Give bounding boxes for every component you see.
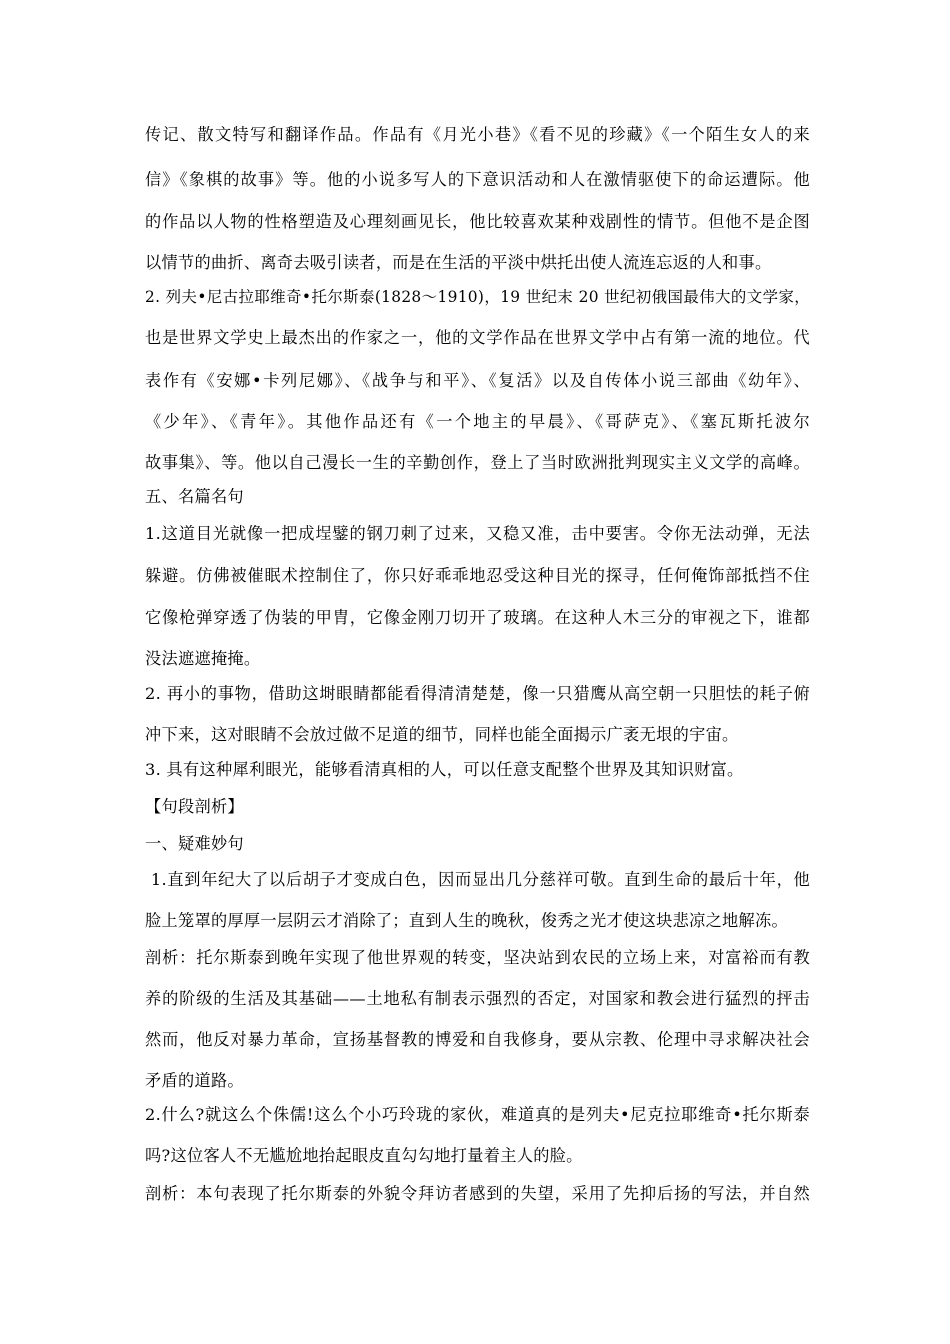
text-line: 躲避。仿佛被催眠术控制住了，你只好乖乖地忍受这种目光的探寻，任何俺饰部抵挡不住 (145, 566, 810, 585)
text-line: 信》《象棋的故事》等。他的小说多写人的下意识活动和人在激情驱使下的命运遭际。他 (145, 170, 810, 189)
text-line: 传记、散文特写和翻译作品。作品有《月光小巷》《看不见的珍藏》《一个陌生女人的来 (145, 125, 810, 144)
text-line: 剖析：托尔斯泰到晚年实现了他世界观的转变，坚决站到农民的立场上来，对富裕而有教 (145, 948, 810, 967)
text-line: 《少年》、《青年》。其他作品还有《一个地主的早晨》、《哥萨克》、《塞瓦斯托波尔 (145, 412, 810, 431)
text-line: 养的阶级的生活及其基础——土地私有制表示强烈的否定，对国家和教会进行猛烈的抨击 (145, 989, 810, 1008)
text-line: 的作品以人物的性格塑造及心理刻画见长，他比较喜欢某种戏剧性的情节。但他不是企图 (145, 212, 810, 231)
text-line: 以情节的曲折、离奇去吸引读者，而是在生活的平淡中烘托出使人流连忘返的人和事。 (145, 253, 772, 272)
text-line: 故事集》、等。他以自己漫长一生的辛勤创作，登上了当时欧洲批判现实主义文学的高峰。 (145, 453, 810, 472)
text-line: 表作有《安娜•卡列尼娜》、《战争与和平》、《复活》以及自传体小说三部曲《幼年》、 (145, 371, 810, 390)
text-line: 2.什么?就这么个侏儒!这么个小巧玲珑的家伙，难道真的是列夫•尼克拉耶维奇•托尔斯泰 (145, 1105, 810, 1124)
section-heading: 五、名篇名句 (145, 487, 244, 506)
text-line: 剖析：本句表现了托尔斯泰的外貌令拜访者感到的失望，采用了先抑后扬的写法，并自然 (145, 1184, 810, 1203)
text-line: 3. 具有这种犀利眼光，能够看清真相的人，可以任意支配整个世界及其知识财富。 (145, 760, 744, 779)
text-line: 脸上笼罩的厚厚一层阴云才消除了；直到人生的晚秋，俊秀之光才使这块悲凉之地解冻。 (145, 911, 789, 930)
text-line: 冲下来，这对眼睛不会放过做不足道的细节，同样也能全面揭示广袤无垠的宇宙。 (145, 725, 739, 744)
text-line: 它像枪弹穿透了伪装的甲胄，它像金刚刀切开了玻璃。在这种人木三分的审视之下，谁都 (145, 608, 810, 627)
text-line: 1.直到年纪大了以后胡子才变成白色，因而显出几分慈祥可敬。直到生命的最后十年，他 (145, 870, 810, 889)
text-line: 吗?这位客人不无尴尬地抬起眼皮直勾勾地打量着主人的脸。 (145, 1146, 583, 1165)
section-heading: 一、疑难妙句 (145, 834, 244, 853)
section-heading: 【句段剖析】 (145, 797, 244, 816)
text-line: 也是世界文学史上最杰出的作家之一，他的文学作品在世界文学中占有第一流的地位。代 (145, 328, 810, 347)
text-line: 1.这道目光就像一把成埕鐾的钢刀刺了过来，又稳又准，击中要害。令你无法动弹，无法 (145, 524, 810, 543)
text-line: 矛盾的道路。 (145, 1071, 244, 1090)
text-line: 然而，他反对暴力革命，宣扬基督教的博爱和自我修身，要从宗教、伦理中寻求解决社会 (145, 1030, 810, 1049)
text-line: 没法遮遮掩掩。 (145, 649, 261, 668)
text-line: 2. 再小的事物，借助这埘眼睛都能看得清清楚楚，像一只猎鹰从高空朝一只胆怯的耗子俯 (145, 684, 810, 703)
text-line: 2. 列夫•尼古拉耶维奇•托尔斯泰(1828～1910)，19 世纪末 20 世纪初俄国最伟大的文学家， (145, 288, 810, 306)
